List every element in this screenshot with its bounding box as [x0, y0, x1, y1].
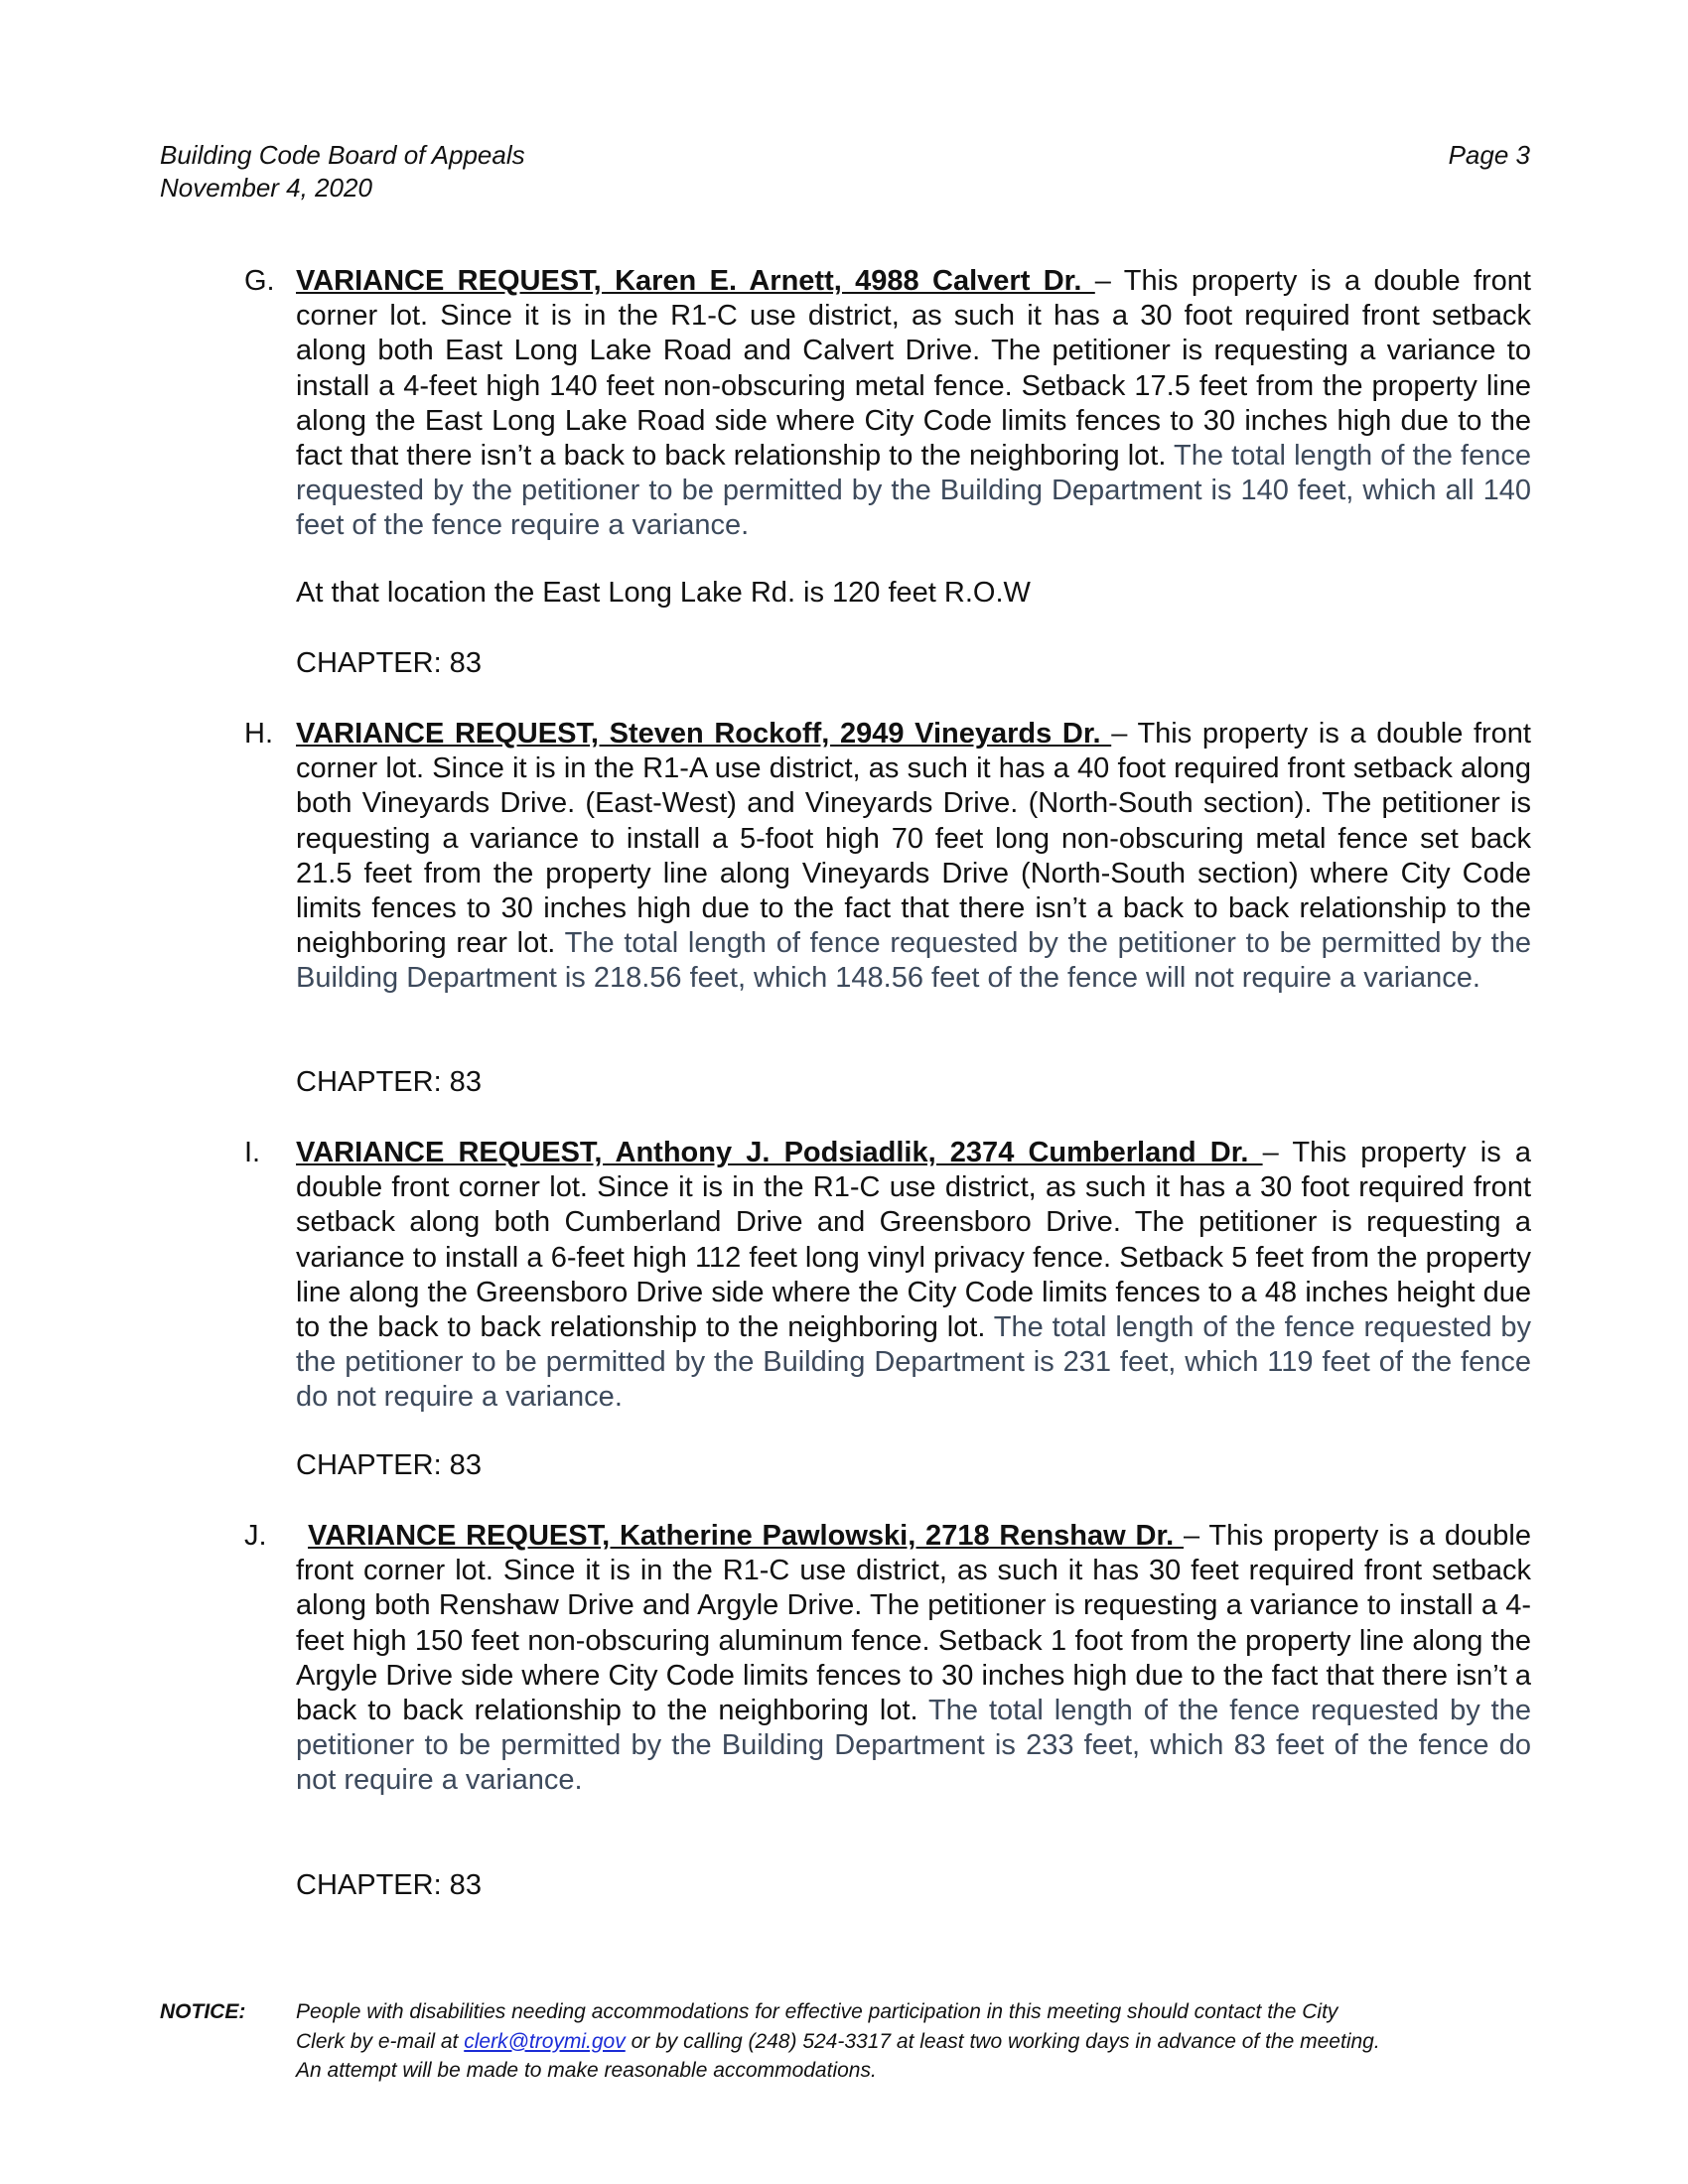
row-note: At that location the East Long Lake Rd. is 120 feet R.O.W	[296, 577, 1031, 609]
item-title: VARIANCE REQUEST, Anthony J. Podsiadlik, 2374 Cumberland Dr.	[296, 1137, 1263, 1168]
agenda-item-i	[244, 1136, 1531, 1416]
item-title: VARIANCE REQUEST, Steven Rockoff, 2949 Vineyards Dr.	[296, 718, 1112, 750]
item-text: – This property is a double front corner lot. Since it is in the R1-C use district, as such it has a 30 foot required front setback along both East Long Lake Road and Calvert Drive. The petitioner is requesting a variance to install a 4-feet high 140 feet non-obscuring metal fence. Setback 17.5 feet from the property line along the East Long Lake Road side where City Code limits fences to 30 inches high due to the fact that there isn’t a back to back relationship to the neighboring lot.	[296, 265, 1531, 473]
item-text: – This property is a double front corner lot. Since it is in the R1-A use district, as such it has a 40 foot required front setback along both Vineyards Drive. (East-West) and Vineyards Drive. (North-South section). The petitioner is requesting a variance to install a 5-foot high 70 feet long non-obscuring metal fence set back 21.5 feet from the property line along Vineyards Drive (North-South section) where City Code limits fences to 30 inches high due to the fact that there isn’t a back to back relationship to the neighboring rear lot.	[296, 718, 1531, 960]
item-body	[296, 1136, 1531, 1416]
item-body	[296, 717, 1531, 997]
agenda-item-j	[244, 1519, 1531, 1799]
board-name: Building Code Board of Appeals	[160, 140, 525, 170]
item-title: VARIANCE REQUEST, Karen E. Arnett, 4988 Calvert Dr.	[296, 265, 1095, 297]
chapter-label: CHAPTER: 83	[296, 1066, 482, 1098]
chapter-label: CHAPTER: 83	[296, 647, 482, 679]
item-length-note: The total length of the fence requested by the petitioner to be permitted by the Building Department is 140 feet, which all 140 feet of the fence require a variance.	[296, 440, 1532, 542]
item-letter: J.	[244, 1520, 267, 1552]
item-text: – This property is a double front corner lot. Since it is in the R1-C use district, as such it has a 30 foot required front setback along both Cumberland Drive and Greensboro Drive. The petitioner is requesting a variance to install a 6-feet high 112 feet long vinyl privacy fence. Setback 5 feet from the property line along the Greensboro Drive side where the City Code limits fences to a 48 inches height due to the back to back relationship to the neighboring lot.	[296, 1137, 1531, 1344]
item-length-note: The total length of the fence requested by the petitioner to be permitted by the Building Department is 231 feet, which 119 feet of the fence do not require a variance.	[296, 1311, 1531, 1414]
item-title: VARIANCE REQUEST, Katherine Pawlowski, 2718 Renshaw Dr.	[308, 1520, 1185, 1552]
item-length-note: The total length of fence requested by the petitioner to be permitted by the Building Department is 218.56 feet, which 148.56 feet of the fence will not require a variance.	[296, 927, 1531, 995]
item-text: – This property is a double front corner lot. Since it is in the R1-C use district, as such it has 30 feet required front setback along both Renshaw Drive and Argyle Drive. The petitioner is requesting a variance to install a 4-feet high 150 feet non-obscuring aluminum fence. Setback 1 foot from the property line along the Argyle Drive side where City Code limits fences to 30 inches high due to the fact that there isn’t a back to back relationship to the neighboring lot.	[296, 1520, 1532, 1727]
agenda-item-h	[244, 717, 1531, 997]
meeting-date: November 4, 2020	[160, 173, 372, 203]
chapter-label: CHAPTER: 83	[296, 1449, 482, 1481]
item-body	[296, 264, 1531, 544]
notice-text	[296, 1997, 1388, 2086]
item-body	[296, 1519, 1531, 1799]
item-letter: G.	[244, 265, 275, 297]
agenda-item-g	[244, 264, 1531, 544]
notice-text-before: People with disabilities needing accommodations for effective participation in this meeting should contact the City Clerk by e-mail at	[296, 2000, 1338, 2053]
item-length-note: The total length of the fence requested by the petitioner to be permitted by the Building Department is 233 feet, which 83 feet of the fence do not require a variance.	[296, 1695, 1531, 1797]
item-letter: H.	[244, 718, 273, 750]
item-letter: I.	[244, 1137, 261, 1168]
chapter-label: CHAPTER: 83	[296, 1869, 482, 1901]
notice-text-after: or by calling (248) 524-3317 at least two working days in advance of the meeting. An attempt will be made to make reasonable accommodations.	[296, 2029, 1380, 2082]
clerk-email-link[interactable]: clerk@troymi.gov	[464, 2029, 626, 2053]
page-number: Page 3	[1448, 140, 1530, 170]
notice-label: NOTICE:	[160, 2000, 246, 2023]
page-header	[160, 139, 1530, 205]
notice-footer	[160, 1997, 1530, 2086]
